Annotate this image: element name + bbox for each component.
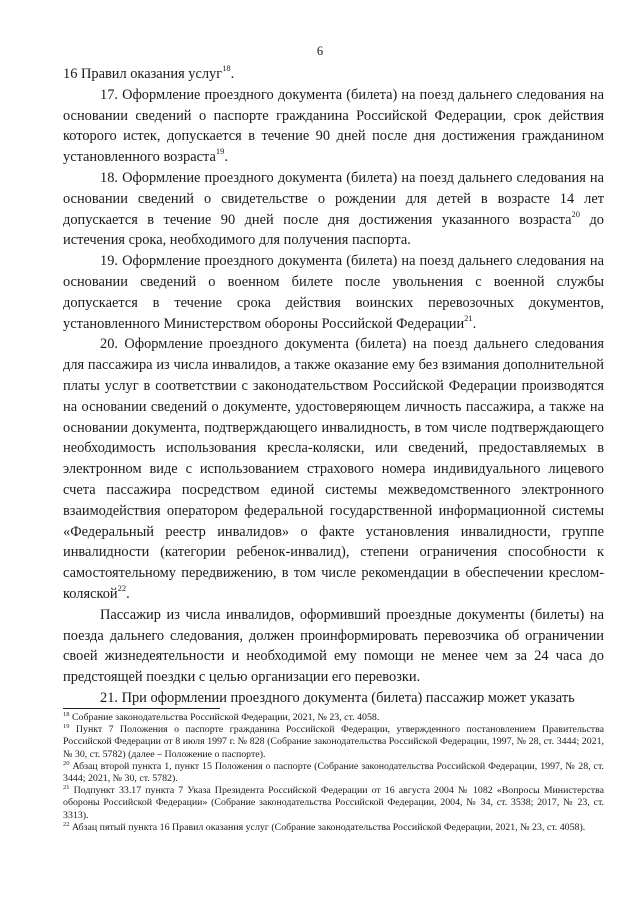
body-text [63,64,604,709]
footnote-ref-20[interactable]: 20 [571,208,580,219]
footnote-ref-19[interactable]: 19 [215,146,225,157]
page-number: 6 [316,44,324,58]
footnote-ref-18[interactable]: 18 [222,63,231,74]
footnote-20: $^{20}$ Абзац второй пункта 1, пункт 15 Положения о паспорте (Собрание законодательства Российской Федерации, 1997, № 28, ст. 3444; 2021, № 30, ст. 5782). [63,759,604,785]
paragraph-21: 21. При оформлении проездного документа (билета) пассажир может указать [100,689,575,706]
footnote-22: $^{22}$ Абзац пятый пункта 16 Правил оказания услуг (Собрание законодательства Российской Федерации, 2021, № 23, ст. 4058). [63,820,586,833]
footnotes [63,712,604,834]
paragraph-20-passenger-info: Пассажир из числа инвалидов, оформивший проездные документы (билеты) на поезда дальнего следования, должен проинформировать перевозчика об ограничении своей жизнедеятельности и необходимой ему помощи не менее чем за 24 часа до предстоящей поездки с целью организации его перевозки. [63,606,604,686]
paragraph-20: 20. Оформление проездного документа (билета) на поезд дальнего следования для пассажира из числа инвалидов, а также оказание ему без взимания дополнительной платы услуг в соответствии с законодательством Российской Федерации производятся на основании сведений о документе, удостоверяющем личность пассажира, а также на основании документа, подтверждающего инвалидность, в том числе подтверждающего необходимость использования кресла-коляски, или сведений, предоставляемых в электронном виде с использованием страхового номера индивидуального лицевого счета пассажира посредством единой системы межведомственного электронного взаимодействия оператором федеральной государственной информационной системы «Федеральный реестр инвалидов» о факте установления инвалидности, группе инвалидности (категории ребенок-инвалид), степени ограничения способности к самостоятельному передвижению, в том числе рекомендации в обеспечении креслом-коляской$^{22}$. [63,336,604,602]
paragraph-18: 18. Оформление проездного документа (билета) на поезд дальнего следования на основании сведений о свидетельстве о рождении для детей в возрасте 14 лет допускается в течение 90 дней после дня достижения указанного возраста$^{20}$ до истечения срока, необходимого для получения паспорта. [63,169,604,249]
footnote-ref-21[interactable]: 21 [464,312,473,323]
footnote-ref-22[interactable]: 22 [117,583,127,594]
paragraph-17: 17. Оформление проездного документа (билета) на поезд дальнего следования на основании сведений о паспорте гражданина Российской Федерации, срок действия которого истек, допускается в течение 90 дней после дня достижения гражданином установленного возраста$^{19}$. [63,86,604,166]
paragraph-19: 19. Оформление проездного документа (билета) на поезд дальнего следования на основании сведений о военном билете после увольнения с военной службы допускается в течение срока действия воинских перевозочных документов, установленного Министерством обороны Российской Федерации$^{21}$. [63,253,604,332]
footnote-divider [63,708,220,709]
footnote-19: $^{19}$ Пункт 7 Положения о паспорте гражданина Российской Федерации, утвержденного постановлением Правительства Российской Федерации от 8 июля 1997 г. № 828 (Собрание законодательства Российской Федерации, 1997, № 28, ст. 3444; 2021, № 30, ст. 5782) (далее – Положение о паспорте). [63,722,604,760]
footnote-18: $^{18}$ Собрание законодательства Российской Федерации, 2021, № 23, ст. 4058. [63,710,380,723]
paragraph-16-continuation: 16 Правил оказания услуг$^{18}$. [63,63,235,82]
footnote-21: $^{21}$ Подпункт 33.17 пункта 7 Указа Президента Российской Федерации от 16 августа 2004 № 1082 «Вопросы Министерства обороны Российской Федерации» (Собрание законодательства Российской Федерации, 2004, № 34, ст. 3538; 2017, № 23, ст. 3313). [63,783,604,821]
